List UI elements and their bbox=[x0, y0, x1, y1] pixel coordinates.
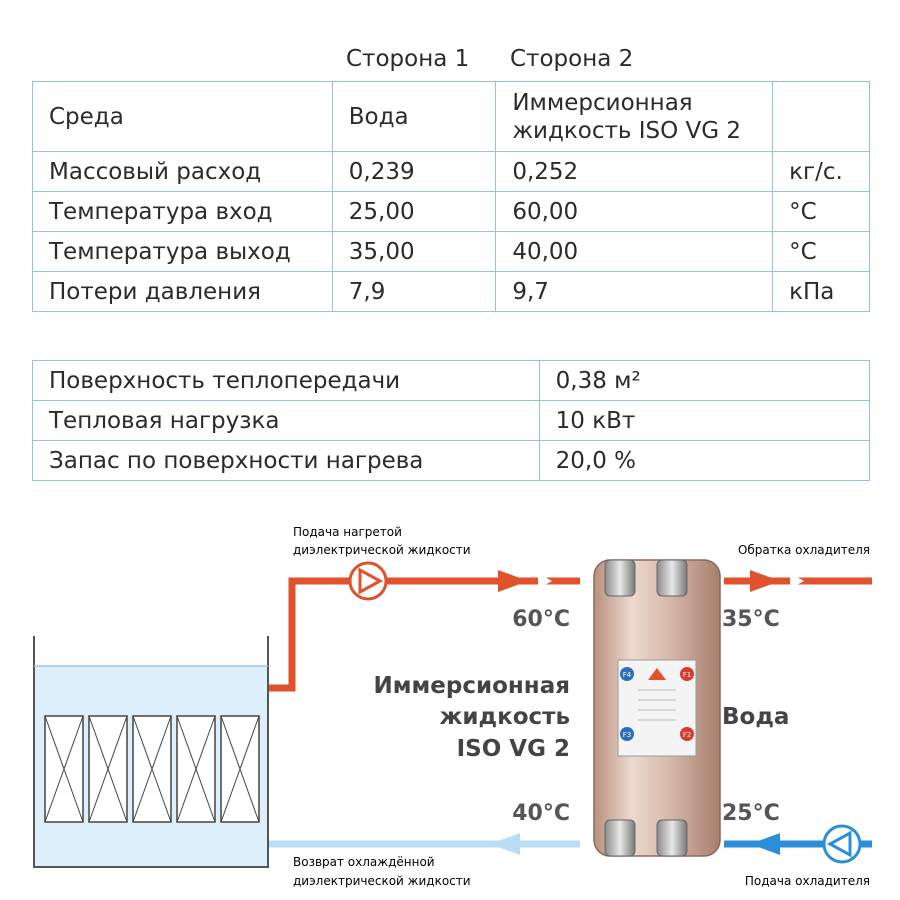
side2-value: 0,252 bbox=[496, 152, 773, 192]
row-label: Среда bbox=[33, 82, 333, 152]
cooling-schematic bbox=[0, 500, 900, 900]
temp-hot-in: 60°C bbox=[512, 607, 570, 632]
port-label: F1 bbox=[682, 671, 692, 679]
fluid-label-line2: жидкость bbox=[439, 704, 570, 730]
side1-value: 35,00 bbox=[332, 232, 496, 272]
side2-value bbox=[496, 82, 773, 152]
hot-flow-chevron-icon bbox=[538, 573, 552, 589]
row-value: 10 кВт bbox=[539, 401, 869, 441]
coolant-supply-arrow-icon bbox=[750, 833, 780, 855]
hot-supply-pipe bbox=[268, 581, 580, 688]
coolant-return-label: Обратка охладителя bbox=[737, 543, 870, 557]
table-row bbox=[33, 401, 870, 441]
cold-return-arrow-icon bbox=[490, 833, 520, 855]
cold-return-label-line2: диэлектрической жидкости bbox=[293, 874, 471, 888]
hot-supply-label-line1: Подача нагретой bbox=[293, 525, 402, 539]
port-nozzle bbox=[605, 560, 635, 596]
side1-value: 0,239 bbox=[332, 152, 496, 192]
row-label: Поверхность теплопередачи bbox=[33, 361, 540, 401]
side2-value-line2: жидкость ISO VG 2 bbox=[512, 117, 742, 144]
unit: кг/с. bbox=[773, 152, 870, 192]
table-row bbox=[33, 82, 870, 152]
immersion-tank bbox=[34, 636, 268, 867]
table-row bbox=[33, 441, 870, 481]
row-value: 0,38 м² bbox=[539, 361, 869, 401]
side2-value: 60,00 bbox=[496, 192, 773, 232]
side2-value: 9,7 bbox=[496, 272, 773, 312]
table-row bbox=[33, 361, 870, 401]
row-label: Запас по поверхности нагрева bbox=[33, 441, 540, 481]
cold-return-label-line1: Возврат охлаждённой bbox=[293, 855, 435, 869]
port-nozzle bbox=[657, 560, 687, 596]
fluid-label-line1: Иммерсионная bbox=[373, 673, 570, 699]
coolant-pump-icon bbox=[824, 826, 860, 862]
row-label: Температура выход bbox=[33, 232, 333, 272]
side1-value: Вода bbox=[332, 82, 496, 152]
side2-header: Сторона 2 bbox=[510, 46, 634, 72]
port-nozzle bbox=[605, 820, 635, 856]
water-label: Вода bbox=[722, 704, 790, 730]
side2-value-line1: Иммерсионная bbox=[512, 89, 693, 116]
coolant-return-arrow-icon bbox=[750, 570, 780, 592]
temp-hot-out: 40°C bbox=[512, 801, 570, 826]
side1-value: 25,00 bbox=[332, 192, 496, 232]
unit: кПа bbox=[773, 272, 870, 312]
unit: °C bbox=[773, 232, 870, 272]
hot-pump-icon bbox=[350, 563, 386, 599]
temp-coolant-out: 35°C bbox=[722, 607, 780, 632]
unit bbox=[773, 82, 870, 152]
performance-table bbox=[32, 360, 870, 481]
side2-value: 40,00 bbox=[496, 232, 773, 272]
table-row bbox=[33, 272, 870, 312]
row-label: Температура вход bbox=[33, 192, 333, 232]
hot-flow-arrow-icon bbox=[498, 570, 528, 592]
fluid-label-line3: ISO VG 2 bbox=[456, 736, 570, 762]
hot-supply-label-line2: диэлектрической жидкости bbox=[293, 543, 471, 557]
side1-header: Сторона 1 bbox=[346, 46, 470, 72]
coolant-return-chevron-icon bbox=[790, 573, 804, 589]
port-label: F3 bbox=[622, 731, 632, 739]
port-nozzle bbox=[657, 820, 687, 856]
side1-value: 7,9 bbox=[332, 272, 496, 312]
temp-coolant-in: 25°C bbox=[722, 801, 780, 826]
row-label: Массовый расход bbox=[33, 152, 333, 192]
table-row bbox=[33, 152, 870, 192]
coolant-supply-label: Подача охладителя bbox=[744, 874, 870, 888]
row-label: Потери давления bbox=[33, 272, 333, 312]
media-table bbox=[32, 81, 870, 312]
port-label: F4 bbox=[622, 671, 632, 679]
row-value: 20,0 % bbox=[539, 441, 869, 481]
plate-heat-exchanger bbox=[594, 560, 720, 856]
row-label: Тепловая нагрузка bbox=[33, 401, 540, 441]
table-row bbox=[33, 192, 870, 232]
port-label: F2 bbox=[682, 731, 692, 739]
table-row bbox=[33, 232, 870, 272]
unit: °C bbox=[773, 192, 870, 232]
